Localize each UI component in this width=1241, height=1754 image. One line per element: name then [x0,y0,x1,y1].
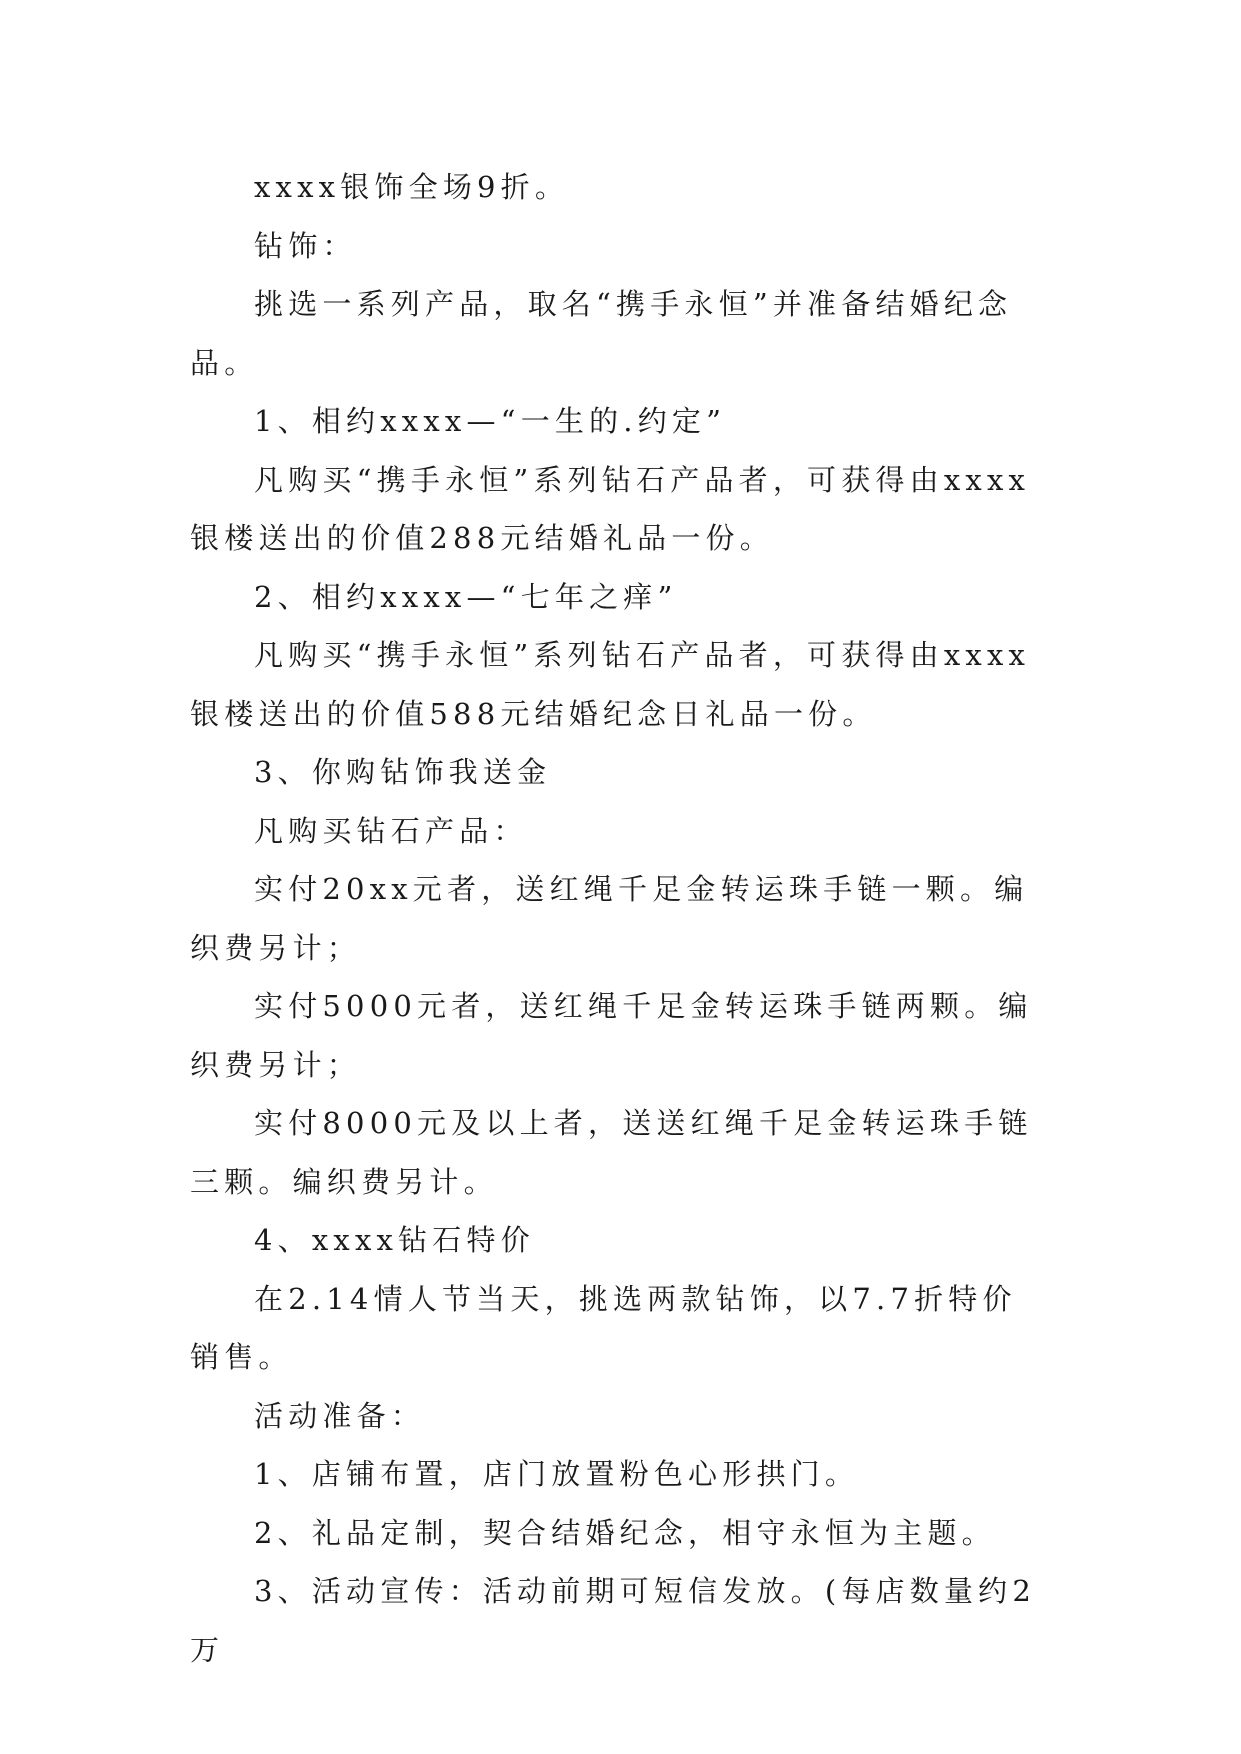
paragraph-tier-2000: 实付20xx元者，送红绳千足金转运珠手链一颗。编织费另计； [190,872,1029,965]
paragraph-item-1-body: 凡购买“携手永恒”系列钻石产品者，可获得由xxxx银楼送出的价值288元结婚礼品一份。 [190,462,1031,555]
paragraph-item-3-title: 3、你购钻饰我送金 [254,755,552,789]
paragraph-tier-8000: 实付8000元及以上者，送送红绳千足金转运珠手链三颗。编织费另计。 [190,1106,1033,1199]
paragraph-item-4-body: 在2.14情人节当天，挑选两款钻饰，以7.7折特价销售。 [190,1281,1017,1374]
paragraph-silver-discount: xxxx银饰全场9折。 [254,170,570,204]
document-body [190,158,1050,1679]
paragraph-item-4-title: 4、xxxx钻石特价 [254,1223,535,1257]
paragraph-item-1-title: 1、相约xxxx—“一生的.约定” [254,404,727,438]
paragraph-diamond-heading: 钻饰： [254,228,357,263]
paragraph-prep-3: 3、活动宣传：活动前期可短信发放。(每店数量约2万 [190,1574,1037,1667]
paragraph-item-2-title: 2、相约xxxx—“七年之痒” [254,579,678,614]
paragraph-prep-2: 2、礼品定制，契合结婚纪念，相守永恒为主题。 [254,1515,996,1550]
paragraph-item-2-body: 凡购买“携手永恒”系列钻石产品者，可获得由xxxx银楼送出的价值588元结婚纪念日礼品一份。 [190,638,1031,731]
paragraph-item-3-intro: 凡购买钻石产品： [254,813,528,848]
paragraph-series-intro: 挑选一系列产品，取名“携手永恒”并准备结婚纪念品。 [190,287,1013,380]
paragraph-prep-1: 1、店铺布置，店门放置粉色心形拱门。 [254,1457,860,1491]
paragraph-prep-heading: 活动准备： [254,1398,426,1433]
paragraph-tier-5000: 实付5000元者，送红绳千足金转运珠手链两颗。编织费另计； [190,989,1033,1082]
